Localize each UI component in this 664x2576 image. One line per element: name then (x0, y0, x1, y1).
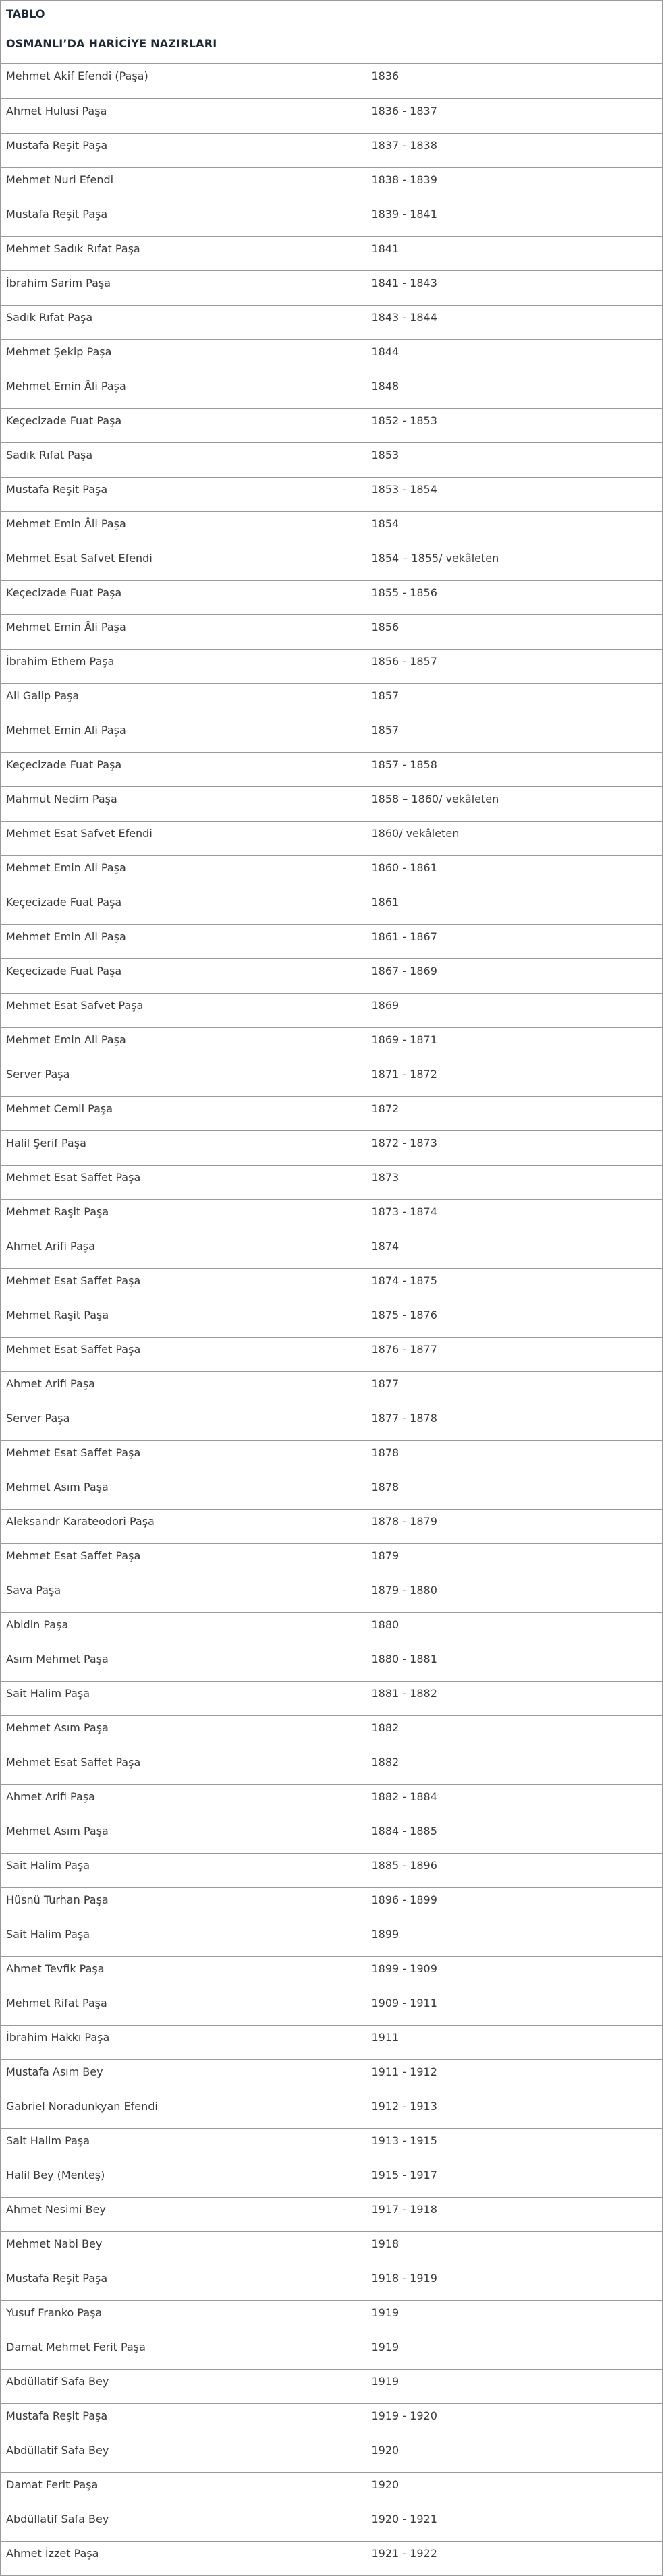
table-row (1, 2163, 662, 2197)
minister-name-cell: Mehmet Esat Saffet Paşa (1, 1268, 366, 1303)
minister-name-cell: Mehmet Emin Âli Paşa (1, 614, 366, 649)
term-years-cell: 1899 - 1909 (366, 1956, 662, 1991)
minister-name-cell: Sait Halim Paşa (1, 1922, 366, 1956)
term-years-cell: 1878 (366, 1475, 662, 1509)
term-years-cell: 1838 - 1839 (366, 167, 662, 202)
term-years-cell: 1841 (366, 236, 662, 270)
table-row (1, 305, 662, 339)
term-years-cell: 1844 (366, 339, 662, 374)
minister-name-cell: Sadık Rıfat Paşa (1, 305, 366, 339)
minister-name-cell: Mehmet Esat Safvet Efendi (1, 546, 366, 580)
minister-name-cell: Keçecizade Fuat Paşa (1, 408, 366, 442)
table-row (1, 580, 662, 614)
table-row (1, 1027, 662, 1062)
minister-name-cell: Mehmet Nabi Bey (1, 2231, 366, 2266)
table-row (1, 1681, 662, 1715)
minister-name-cell: Keçecizade Fuat Paşa (1, 752, 366, 786)
table-row (1, 339, 662, 374)
term-years-cell: 1880 (366, 1612, 662, 1647)
term-years-cell: 1919 (366, 2335, 662, 2369)
term-years-cell: 1848 (366, 374, 662, 408)
term-years-cell: 1920 (366, 2438, 662, 2472)
term-years-cell: 1919 (366, 2300, 662, 2335)
table-row (1, 442, 662, 477)
minister-name-cell: Mehmet Raşit Paşa (1, 1199, 366, 1234)
term-years-cell: 1872 (366, 1096, 662, 1130)
table-row (1, 2472, 662, 2507)
minister-name-cell: Ali Galip Paşa (1, 683, 366, 718)
table-body (1, 64, 662, 2575)
table-row (1, 1337, 662, 1371)
term-years-cell: 1839 - 1841 (366, 202, 662, 236)
minister-name-cell: İbrahim Sarim Paşa (1, 270, 366, 305)
term-years-cell: 1881 - 1882 (366, 1681, 662, 1715)
minister-name-cell: Abdüllatif Safa Bey (1, 2369, 366, 2403)
minister-name-cell: Server Paşa (1, 1406, 366, 1440)
table-row (1, 167, 662, 202)
table-row (1, 1853, 662, 1887)
minister-name-cell: Mehmet Nuri Efendi (1, 167, 366, 202)
table-row (1, 2438, 662, 2472)
minister-name-cell: Keçecizade Fuat Paşa (1, 958, 366, 993)
term-years-cell: 1875 - 1876 (366, 1303, 662, 1337)
minister-name-cell: Halil Şerif Paşa (1, 1130, 366, 1165)
table-row (1, 2403, 662, 2438)
term-years-cell: 1873 - 1874 (366, 1199, 662, 1234)
term-years-cell: 1918 (366, 2231, 662, 2266)
term-years-cell: 1909 - 1911 (366, 1991, 662, 2025)
table-row (1, 890, 662, 924)
minister-name-cell: Mustafa Reşit Paşa (1, 477, 366, 511)
table-row (1, 752, 662, 786)
minister-name-cell: Mustafa Asım Bey (1, 2059, 366, 2094)
term-years-cell: 1856 - 1857 (366, 649, 662, 683)
table-row (1, 133, 662, 167)
term-years-cell: 1874 - 1875 (366, 1268, 662, 1303)
minister-name-cell: Mehmet Şekip Paşa (1, 339, 366, 374)
minister-name-cell: Ahmet Nesimi Bey (1, 2197, 366, 2231)
table-row (1, 2197, 662, 2231)
term-years-cell: 1871 - 1872 (366, 1062, 662, 1096)
table-row (1, 1303, 662, 1337)
minister-name-cell: Mehmet Esat Saffet Paşa (1, 1337, 366, 1371)
term-years-cell: 1836 - 1837 (366, 98, 662, 133)
table-row (1, 1371, 662, 1406)
minister-name-cell: Mehmet Emin Ali Paşa (1, 718, 366, 752)
minister-name-cell: Damat Ferit Paşa (1, 2472, 366, 2507)
term-years-cell: 1921 - 1922 (371, 2546, 437, 2560)
term-years-cell: 1911 - 1912 (366, 2059, 662, 2094)
minister-name-cell: Mehmet Asım Paşa (1, 1475, 366, 1509)
minister-name-cell: Keçecizade Fuat Paşa (1, 580, 366, 614)
table-row (1, 511, 662, 546)
table-row (1, 477, 662, 511)
table-row (1, 1165, 662, 1199)
minister-name-cell: Ahmet Arifi Paşa (1, 1234, 366, 1268)
table-row (1, 2335, 662, 2369)
table-row (1, 270, 662, 305)
term-years-cell: 1919 (366, 2369, 662, 2403)
table-row (1, 2507, 662, 2541)
table-row (1, 2266, 662, 2300)
minister-name-cell: Mehmet Sadık Rıfat Paşa (1, 236, 366, 270)
table-row (1, 1062, 662, 1096)
minister-name-cell: Asım Mehmet Paşa (1, 1647, 366, 1681)
table-row (1, 1234, 662, 1268)
minister-name-cell: Mehmet Emin Âli Paşa (1, 511, 366, 546)
minister-name-cell: Mehmet Esat Safvet Paşa (1, 993, 366, 1027)
minister-name-cell: Mustafa Reşit Paşa (1, 133, 366, 167)
term-years-cell: 1899 (366, 1922, 662, 1956)
term-years-cell: 1857 (366, 683, 662, 718)
minister-name-cell: Hüsnü Turhan Paşa (1, 1887, 366, 1922)
term-years-cell: 1920 - 1921 (366, 2507, 662, 2541)
minister-name-cell: Abdüllatif Safa Bey (1, 2507, 366, 2541)
minister-name-cell: Ahmet İzzet Paşa (1, 2541, 366, 2575)
ministers-list (1, 64, 662, 2575)
table-title: OSMANLI’DA HARİCİYE NAZIRLARI (6, 37, 217, 50)
term-years-cell: 1869 (366, 993, 662, 1027)
term-years-cell: 1872 - 1873 (366, 1130, 662, 1165)
table-row (1, 1887, 662, 1922)
term-years-cell: 1867 - 1869 (366, 958, 662, 993)
minister-name-cell: Halil Bey (Menteş) (1, 2163, 366, 2197)
table-row (1, 2541, 662, 2575)
minister-name-cell: Mehmet Raşit Paşa (1, 1303, 366, 1337)
minister-name-cell: Mustafa Reşit Paşa (1, 202, 366, 236)
term-years-cell: 1836 (366, 64, 662, 98)
term-years-cell: 1873 (366, 1165, 662, 1199)
term-years-cell: 1877 - 1878 (366, 1406, 662, 1440)
minister-name-cell: Ahmet Arifi Paşa (1, 1784, 366, 1819)
table-header (1, 1, 662, 64)
term-years-cell: 1841 - 1843 (366, 270, 662, 305)
term-years-cell: 1853 - 1854 (366, 477, 662, 511)
minister-name-cell: Mustafa Reşit Paşa (1, 2403, 366, 2438)
term-years-cell: 1879 - 1880 (366, 1578, 662, 1612)
minister-name-cell: Mehmet Cemil Paşa (1, 1096, 366, 1130)
table-row (1, 1922, 662, 1956)
table-row (1, 98, 662, 133)
term-years-cell: 1853 (366, 442, 662, 477)
minister-name-cell: Mehmet Emin Ali Paşa (1, 924, 366, 958)
term-years-cell: 1920 (366, 2472, 662, 2507)
table-row (1, 2094, 662, 2128)
term-years-cell: 1882 - 1884 (366, 1784, 662, 1819)
term-years-cell: 1911 (366, 2025, 662, 2059)
table-row (1, 546, 662, 580)
table-row (1, 683, 662, 718)
term-years-cell: 1912 - 1913 (366, 2094, 662, 2128)
table-row (1, 855, 662, 890)
minister-name-cell: Sait Halim Paşa (1, 1853, 366, 1887)
table-row (1, 202, 662, 236)
term-years-cell: 1878 - 1879 (366, 1509, 662, 1543)
term-years-cell: 1860 - 1861 (366, 855, 662, 890)
table-row (1, 408, 662, 442)
table-row (1, 1784, 662, 1819)
table-row (1, 1440, 662, 1475)
term-years-cell: 1876 - 1877 (366, 1337, 662, 1371)
minister-name-cell: Mehmet Esat Safvet Efendi (1, 821, 366, 855)
table-row (1, 1509, 662, 1543)
minister-name-cell: Mehmet Esat Saffet Paşa (1, 1750, 366, 1784)
term-years-cell: 1885 - 1896 (366, 1853, 662, 1887)
minister-name-cell: Sava Paşa (1, 1578, 366, 1612)
minister-name-cell: Gabriel Noradunkyan Efendi (1, 2094, 366, 2128)
table-row (1, 236, 662, 270)
term-years-cell: 1858 – 1860/ vekâleten (366, 786, 662, 821)
minister-name-cell: Aleksandr Karateodori Paşa (1, 1509, 366, 1543)
term-years-cell: 1919 - 1920 (366, 2403, 662, 2438)
term-years-cell: 1913 - 1915 (366, 2128, 662, 2163)
table-row (1, 2025, 662, 2059)
table-row (1, 718, 662, 752)
table-row (1, 64, 662, 98)
term-years-cell: 1837 - 1838 (366, 133, 662, 167)
table-row (1, 2369, 662, 2403)
term-years-cell: 1857 (366, 718, 662, 752)
minister-name-cell: Mehmet Emin Ali Paşa (1, 855, 366, 890)
table-row (1, 1096, 662, 1130)
table-row (1, 958, 662, 993)
table-row (1, 993, 662, 1027)
table-row (1, 1647, 662, 1681)
term-years-cell: 1882 (366, 1715, 662, 1750)
term-years-cell: 1896 - 1899 (366, 1887, 662, 1922)
table-row (1, 1715, 662, 1750)
term-years-cell: 1880 - 1881 (366, 1647, 662, 1681)
table-row (1, 1199, 662, 1234)
term-years-cell: 1878 (366, 1440, 662, 1475)
table-row (1, 821, 662, 855)
minister-name-cell: Sait Halim Paşa (1, 2128, 366, 2163)
minister-name-cell: Mehmet Asım Paşa (1, 1715, 366, 1750)
minister-name-cell: Mehmet Rifat Paşa (1, 1991, 366, 2025)
minister-name-cell: Mehmet Asım Paşa (1, 1819, 366, 1853)
table-row (1, 1130, 662, 1165)
minister-name-cell: Ahmet Tevfik Paşa (1, 1956, 366, 1991)
term-years-cell: 1879 (366, 1543, 662, 1578)
table-row (1, 1406, 662, 1440)
term-years-cell: 1877 (366, 1371, 662, 1406)
table-row (1, 649, 662, 683)
minister-name-cell: Ahmet Hulusi Paşa (1, 98, 366, 133)
minister-name-cell: Damat Mehmet Ferit Paşa (1, 2335, 366, 2369)
table-row (1, 786, 662, 821)
term-years-cell: 1852 - 1853 (366, 408, 662, 442)
table-row (1, 924, 662, 958)
table-row (1, 1543, 662, 1578)
minister-name-cell: Keçecizade Fuat Paşa (1, 890, 366, 924)
term-years-cell: 1918 - 1919 (366, 2266, 662, 2300)
table-row (1, 1578, 662, 1612)
term-years-cell: 1856 (366, 614, 662, 649)
minister-name-cell: Mehmet Esat Saffet Paşa (1, 1543, 366, 1578)
term-years-cell: 1843 - 1844 (366, 305, 662, 339)
minister-name-cell: Mahmut Nedim Paşa (1, 786, 366, 821)
term-years-cell: 1882 (366, 1750, 662, 1784)
minister-name-cell: Abidin Paşa (1, 1612, 366, 1647)
table-row (1, 2231, 662, 2266)
term-years-cell: 1861 (366, 890, 662, 924)
minister-name-cell: Mehmet Esat Saffet Paşa (1, 1165, 366, 1199)
table-row (1, 2059, 662, 2094)
minister-name-cell: Mehmet Emin Âli Paşa (1, 374, 366, 408)
minister-name-cell: Yusuf Franko Paşa (1, 2300, 366, 2335)
table-row (1, 1612, 662, 1647)
table-row (1, 1475, 662, 1509)
term-years-cell: 1855 - 1856 (366, 580, 662, 614)
minister-name-cell: İbrahim Ethem Paşa (1, 649, 366, 683)
term-years-cell: 1857 - 1858 (366, 752, 662, 786)
term-years-cell: 1884 - 1885 (366, 1819, 662, 1853)
minister-name-cell: Mustafa Reşit Paşa (1, 2266, 366, 2300)
minister-name-cell: Abdüllatif Safa Bey (1, 2438, 366, 2472)
minister-name-cell: Mehmet Emin Ali Paşa (1, 1027, 366, 1062)
term-years-cell: 1917 - 1918 (366, 2197, 662, 2231)
term-years-cell: 1915 - 1917 (366, 2163, 662, 2197)
minister-name-cell: Sadık Rıfat Paşa (1, 442, 366, 477)
minister-name-cell: İbrahim Hakkı Paşa (1, 2025, 366, 2059)
term-years-cell: 1860/ vekâleten (366, 821, 662, 855)
table-row (1, 1750, 662, 1784)
table-row (1, 2128, 662, 2163)
term-years-cell: 1854 – 1855/ vekâleten (366, 546, 662, 580)
table-row (1, 614, 662, 649)
table-row (1, 1991, 662, 2025)
term-years-cell: 1869 - 1871 (366, 1027, 662, 1062)
table-row (1, 1956, 662, 1991)
term-years-cell: 1874 (366, 1234, 662, 1268)
table-label: TABLO (6, 7, 45, 20)
minister-name-cell: Mehmet Akif Efendi (Paşa) (1, 64, 366, 98)
minister-name-cell: Mehmet Esat Saffet Paşa (1, 1440, 366, 1475)
minister-name-cell: Ahmet Arifi Paşa (1, 1371, 366, 1406)
table-row (1, 1268, 662, 1303)
minister-name-cell: Server Paşa (1, 1062, 366, 1096)
term-years-cell: 1861 - 1867 (366, 924, 662, 958)
term-years-cell: 1854 (366, 511, 662, 546)
table-row (1, 1819, 662, 1853)
table-row (1, 374, 662, 408)
table-row (1, 2300, 662, 2335)
minister-name-cell: Sait Halim Paşa (1, 1681, 366, 1715)
